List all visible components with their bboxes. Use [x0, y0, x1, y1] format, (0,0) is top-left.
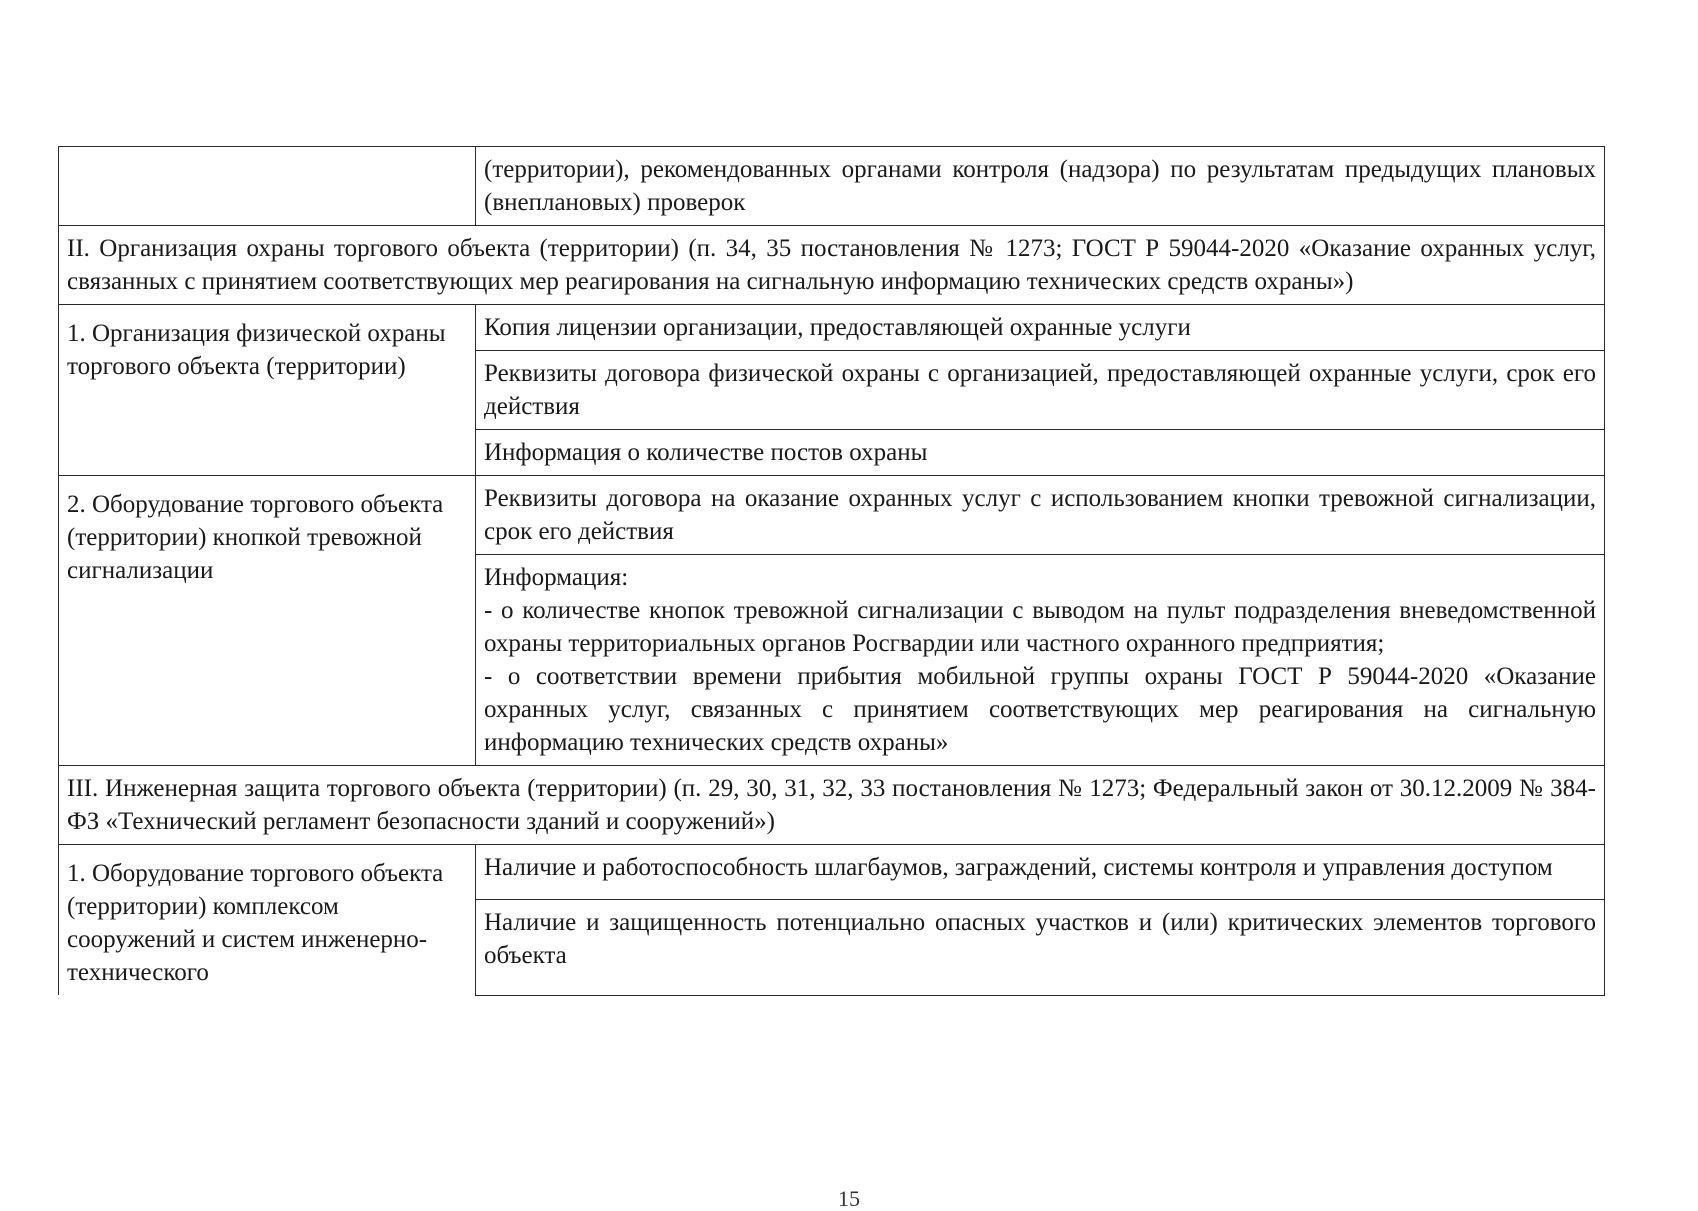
- info-bullet: - о количестве кнопок тревожной сигнализации с выводом на пульт подразделения вневедомственной охраны территориальных органов Росгвардии или частного охранного предприятия;: [484, 597, 1596, 657]
- table-cell: Реквизиты договора на оказание охранных услуг с использованием кнопки тревожной сигнализации, срок его действия: [476, 476, 1605, 555]
- group-title: 1. Организация физической охраны торгового объекта (территории): [59, 305, 476, 476]
- table-cell: (территории), рекомендованных органами контроля (надзора) по результатам предыдущих плановых (внеплановых) проверок: [476, 147, 1605, 226]
- table-cell: Наличие и работоспособность шлагбаумов, заграждений, системы контроля и управления доступом: [476, 845, 1605, 900]
- table-row: [59, 305, 1605, 351]
- section-heading-row: [59, 766, 1605, 845]
- requirements-table: [58, 146, 1605, 996]
- table-cell: Информация о количестве постов охраны: [476, 430, 1605, 476]
- table-row: [59, 845, 1605, 900]
- section-2-heading: II. Организация охраны торгового объекта (территории) (п. 34, 35 постановления № 1273; ГОСТ Р 59044-2020 «Оказание охранных услуг, связанных с принятием соответствующих мер реагирования на сигнальную информацию технических средств охраны»): [59, 226, 1605, 305]
- group-title: 2. Оборудование торгового объекта (территории) кнопкой тревожной сигнализации: [59, 476, 476, 766]
- table-cell: Наличие и защищенность потенциально опасных участков и (или) критических элементов торгового объекта: [476, 900, 1605, 995]
- info-lead: Информация:: [484, 564, 629, 591]
- info-bullet: - о соответствии времени прибытия мобильной группы охраны ГОСТ Р 59044-2020 «Оказание охранных услуг, связанных с принятием соответствующих мер реагирования на сигнальную информацию технических средств охраны»: [484, 663, 1596, 756]
- table-cell-info: [476, 555, 1605, 766]
- group-title: 1. Оборудование торгового объекта (территории) комплексом сооружений и систем инженерно-технического: [59, 845, 476, 996]
- table-row: [59, 476, 1605, 555]
- table-cell-empty: [59, 147, 476, 226]
- section-3-heading: III. Инженерная защита торгового объекта (территории) (п. 29, 30, 31, 32, 33 постановления № 1273; Федеральный закон от 30.12.2009 № 384-ФЗ «Технический регламент безопасности зданий и сооружений»): [59, 766, 1605, 845]
- table-row: [59, 147, 1605, 226]
- page-number: 15: [838, 1186, 860, 1211]
- table-cell: Копия лицензии организации, предоставляющей охранные услуги: [476, 305, 1605, 351]
- table-cell: Реквизиты договора физической охраны с организацией, предоставляющей охранные услуги, срок его действия: [476, 351, 1605, 430]
- section-heading-row: [59, 226, 1605, 305]
